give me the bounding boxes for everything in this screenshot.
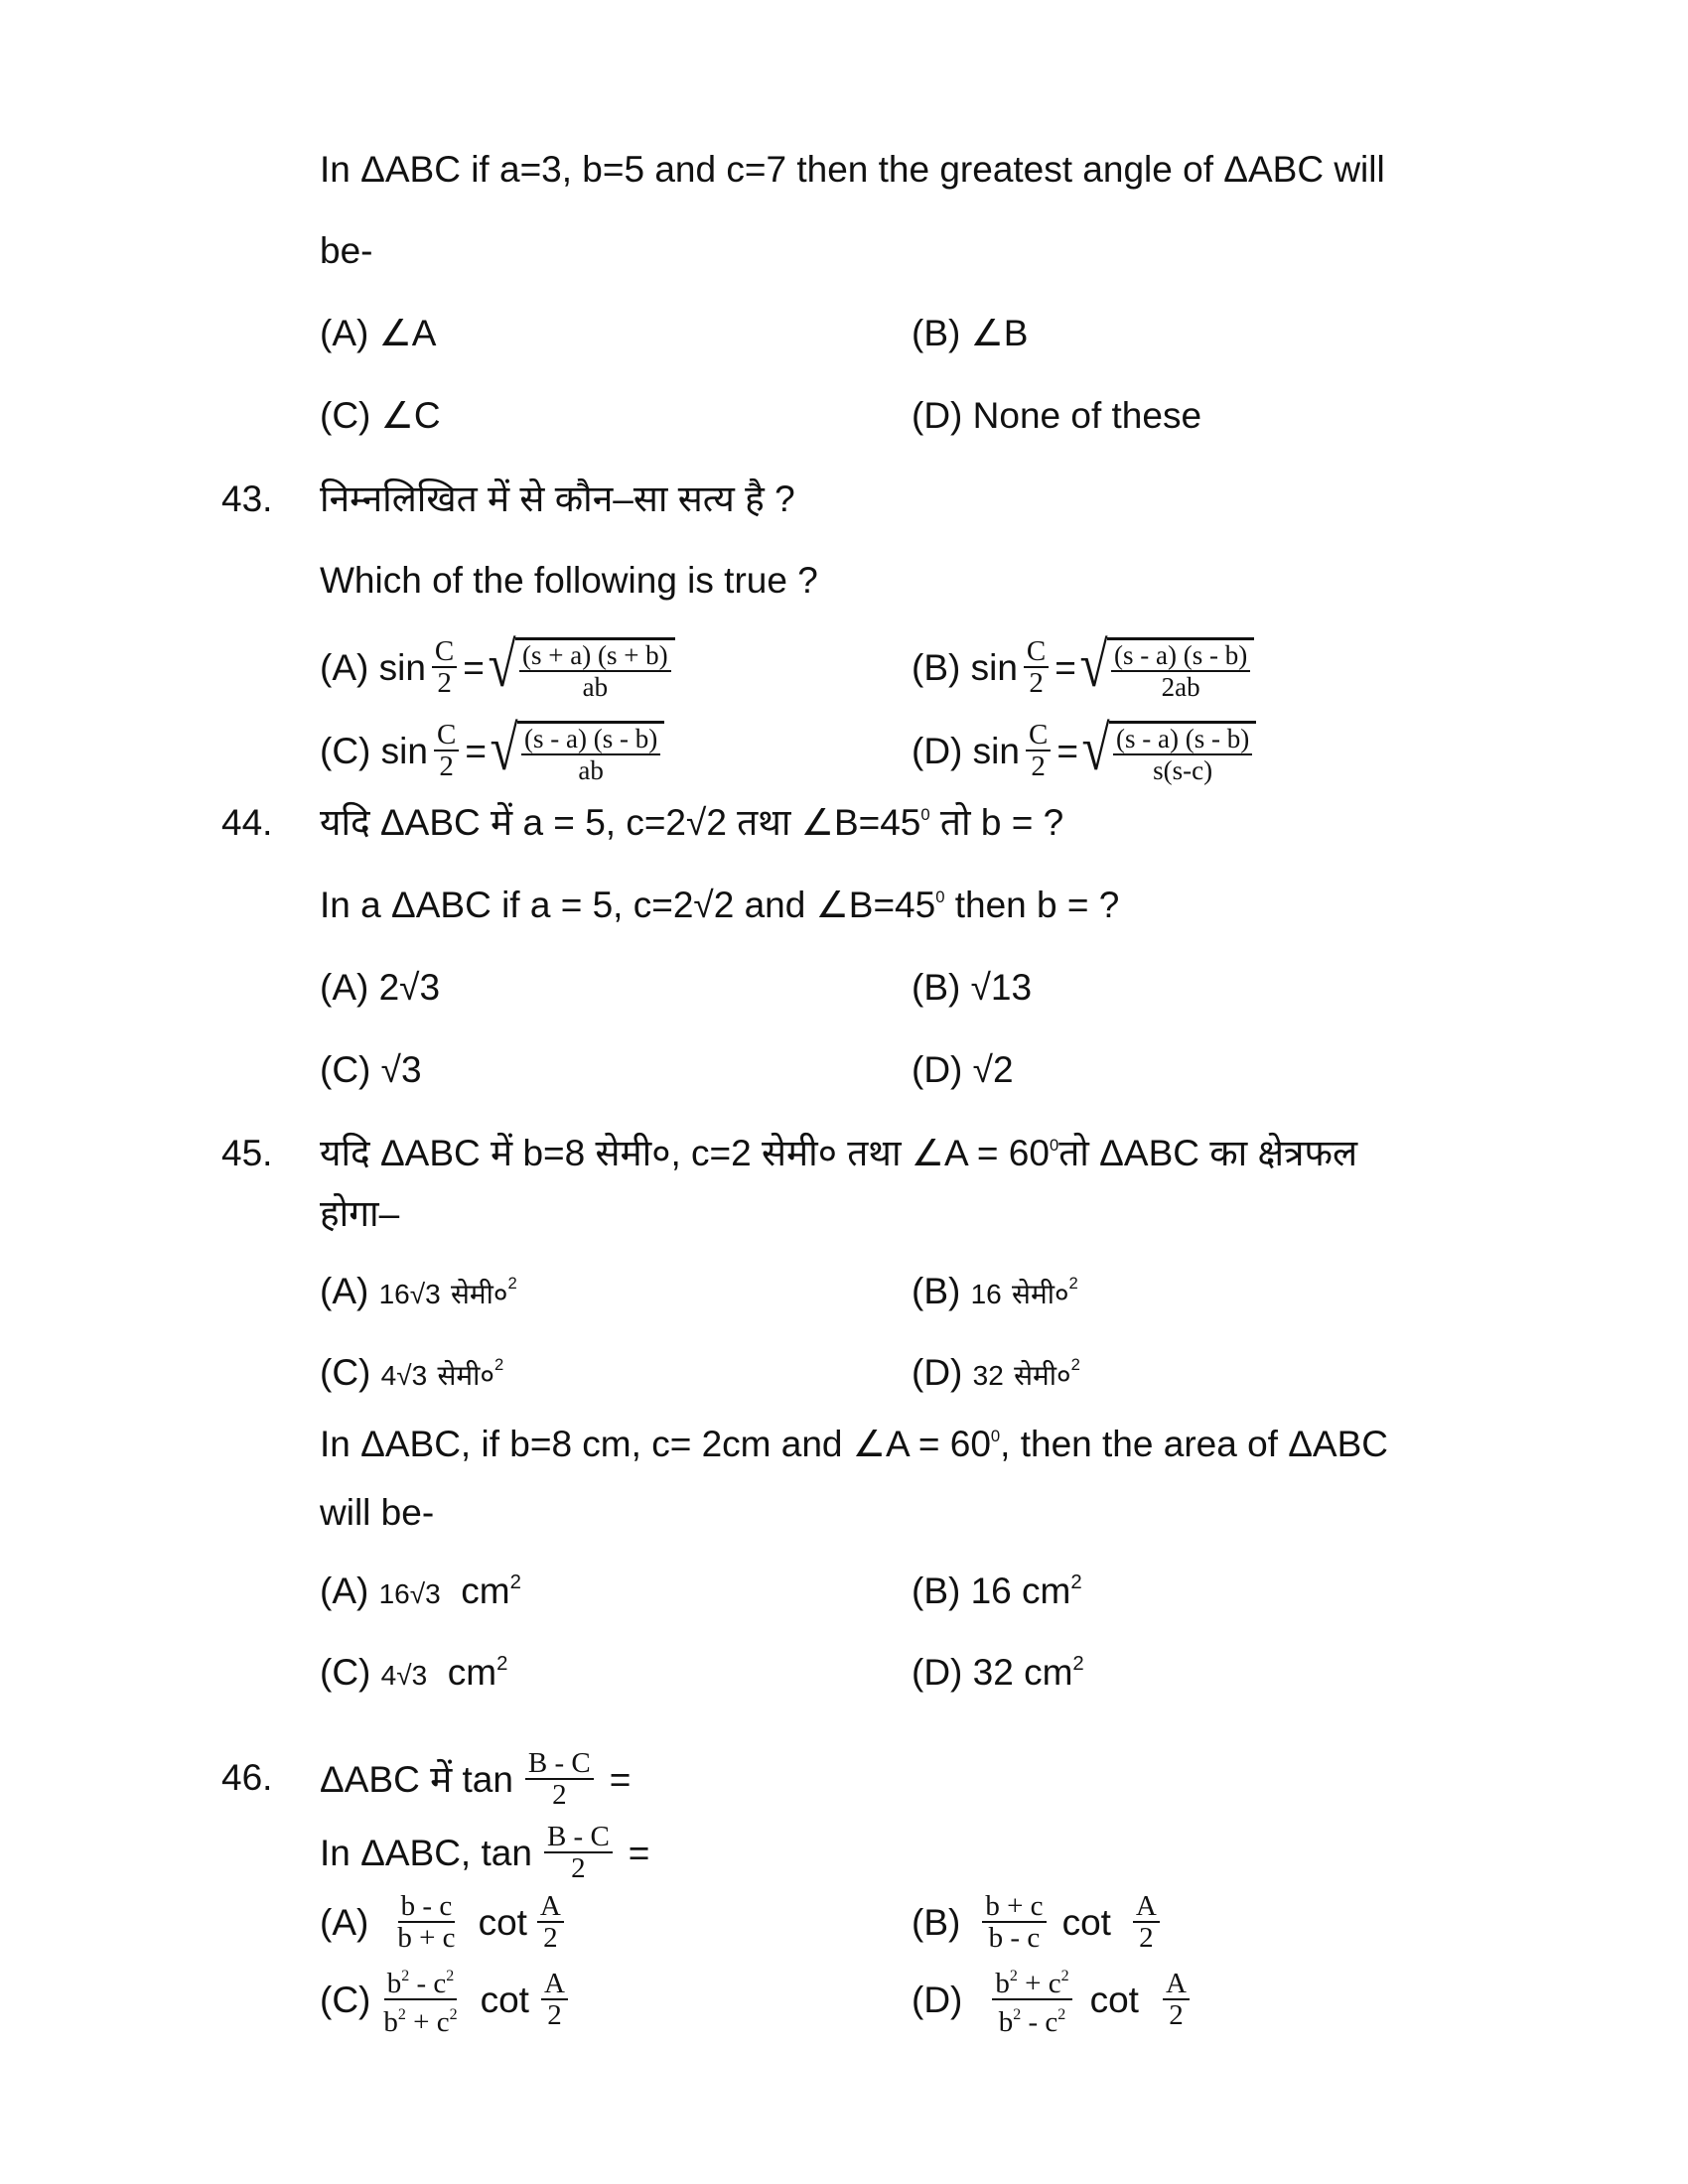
radical-icon: √	[490, 712, 518, 783]
question-46-number: 46.	[221, 1757, 273, 1798]
denominator: 2	[1139, 1922, 1154, 1954]
numerator: A	[537, 1891, 564, 1923]
fraction	[1133, 1891, 1160, 1953]
q43-option-b	[912, 627, 1254, 707]
option-label: (C)	[320, 1352, 371, 1393]
denominator: 2	[547, 1999, 562, 2031]
q44-option-d	[912, 1051, 1014, 1088]
fraction	[982, 1891, 1046, 1953]
numerator: $b^2 - c^2$	[384, 1962, 458, 2000]
equals: =	[1056, 730, 1078, 771]
question-45-text-english-cont: will be-	[320, 1492, 435, 1533]
option-text: √3	[380, 1049, 422, 1090]
text: In a ΔABC if a = 5, c=2√2 and ∠B=45	[320, 885, 936, 925]
square-root	[1076, 628, 1254, 702]
text: यदि ΔABC में a = 5, c=2√2 तथा ∠B=45	[320, 802, 921, 843]
option-label: (C)	[320, 1652, 371, 1693]
degree-sup: 0	[990, 1427, 1001, 1446]
denominator: 2ab	[1161, 671, 1200, 702]
question-45-text-english	[320, 1426, 1388, 1462]
q45-hi-option-c	[320, 1354, 503, 1394]
option-label: (D)	[912, 1049, 963, 1090]
denominator: $b^2 - c^2$	[998, 2006, 1066, 2038]
q43-option-a	[320, 627, 675, 707]
q42-option-a	[320, 315, 436, 351]
numerator: A	[1133, 1891, 1160, 1923]
fraction	[521, 724, 660, 785]
fraction	[394, 1891, 458, 1953]
fn: cot	[1061, 1901, 1111, 1943]
equals: =	[465, 730, 487, 771]
fraction	[1026, 720, 1051, 781]
denominator: 2	[543, 1922, 558, 1954]
option-unit: सेमी०	[1012, 1279, 1069, 1309]
option-label: (A)	[320, 967, 369, 1008]
equals: =	[609, 1758, 632, 1800]
option-label: (D)	[912, 1979, 963, 2020]
option-label: (A)	[320, 313, 369, 353]
exponent: 2	[507, 1274, 517, 1294]
degree-sup: 0	[1049, 1136, 1059, 1156]
square-root	[487, 712, 664, 785]
fn: sin	[380, 730, 428, 771]
option-label: (C)	[320, 395, 371, 436]
text: ΔABC में tan	[320, 1758, 513, 1800]
question-44-number: 44.	[221, 802, 273, 843]
q46-option-d	[912, 1960, 1196, 2039]
option-value: 16	[970, 1279, 1002, 1309]
fn: cot	[1089, 1979, 1139, 2020]
degree-sup: 0	[920, 805, 930, 825]
q42-option-b	[912, 315, 1028, 351]
option-text: ∠B	[970, 313, 1029, 353]
question-42-text-cont: be-	[320, 230, 373, 271]
radical-icon: √	[488, 628, 516, 700]
q43-option-d	[912, 711, 1256, 790]
fraction	[544, 1822, 613, 1883]
fraction	[1024, 636, 1049, 698]
degree-sup: 0	[935, 887, 945, 907]
fraction	[541, 1969, 568, 2030]
numerator: A	[1163, 1969, 1190, 2000]
question-46-text-english	[320, 1813, 649, 1892]
fraction	[992, 1962, 1071, 2037]
numerator: b + c	[982, 1891, 1046, 1923]
denominator: ab	[582, 671, 609, 702]
q46-option-b	[912, 1882, 1166, 1962]
text: In ΔABC, if b=8 cm, c= 2cm and ∠A = 60	[320, 1424, 991, 1464]
option-label: (B)	[912, 646, 961, 688]
exponent: 2	[493, 1355, 504, 1375]
numerator: C	[432, 636, 457, 668]
q45-en-option-c	[320, 1654, 507, 1694]
equals: =	[628, 1832, 650, 1873]
numerator: C	[1026, 720, 1051, 751]
numerator: B - C	[544, 1822, 613, 1853]
option-label: (D)	[912, 1352, 963, 1393]
question-45-text-hindi	[320, 1135, 1357, 1171]
numerator: (s - a) (s - b)	[1111, 640, 1250, 672]
option-label: (C)	[320, 1049, 371, 1090]
q46-option-a	[320, 1882, 570, 1962]
denominator: 2	[1031, 751, 1046, 782]
option-text: None of these	[972, 395, 1202, 436]
option-label: (B)	[912, 313, 961, 353]
numerator: (s - a) (s - b)	[1113, 724, 1252, 755]
exponent: 2	[496, 1652, 508, 1675]
fraction	[434, 720, 459, 781]
fraction	[537, 1891, 564, 1953]
option-value: 32	[972, 1360, 1004, 1391]
option-label: (A)	[320, 1570, 369, 1611]
denominator: 2	[439, 751, 454, 782]
denominator: 2	[437, 667, 452, 699]
option-label: (B)	[912, 1570, 961, 1611]
option-label: (B)	[912, 1901, 961, 1943]
text: then b = ?	[944, 885, 1120, 925]
fraction	[525, 1748, 594, 1810]
fraction	[1111, 640, 1250, 702]
option-label: (C)	[320, 1979, 371, 2020]
question-46-text-hindi	[320, 1739, 631, 1819]
denominator: ab	[578, 754, 604, 785]
exponent: 2	[1070, 1355, 1080, 1375]
fn: sin	[378, 646, 426, 688]
equals: =	[1055, 646, 1076, 688]
option-value: 16√3	[378, 1578, 441, 1609]
text: तो ΔABC का क्षेत्रफल	[1058, 1133, 1358, 1173]
option-label: (B)	[912, 967, 961, 1008]
option-label: (C)	[320, 730, 371, 771]
question-44-text-english	[320, 887, 1119, 923]
square-root	[1078, 712, 1256, 785]
q45-hi-option-a	[320, 1273, 517, 1312]
question-45-number: 45.	[221, 1133, 273, 1173]
radical-icon: √	[1081, 712, 1110, 783]
q46-option-c	[320, 1960, 574, 2039]
fn: cot	[478, 1901, 527, 1943]
denominator: s(s-c)	[1153, 754, 1213, 785]
option-label: (A)	[320, 646, 369, 688]
text: In ΔABC, tan	[320, 1832, 532, 1873]
q45-hi-option-b	[912, 1273, 1078, 1312]
exponent: 2	[509, 1570, 521, 1593]
option-unit: cm	[1022, 1570, 1071, 1611]
text: यदि ΔABC में b=8 सेमी०, c=2 सेमी० तथा ∠A = 60	[320, 1133, 1050, 1173]
option-unit: cm	[461, 1570, 510, 1611]
fn: sin	[972, 730, 1020, 771]
numerator: C	[434, 720, 459, 751]
q45-en-option-b	[912, 1572, 1082, 1609]
question-42-text: In ΔABC if a=3, b=5 and c=7 then the greatest angle of ΔABC will	[320, 149, 1385, 190]
q42-option-c	[320, 397, 441, 434]
question-45-text-hindi-cont: होगा–	[320, 1193, 400, 1234]
text: तो b = ?	[929, 802, 1064, 843]
fraction	[432, 636, 457, 698]
exponent: 2	[1070, 1570, 1082, 1593]
option-label: (A)	[320, 1901, 369, 1943]
exponent: 2	[1068, 1274, 1078, 1294]
q42-option-d	[912, 397, 1201, 434]
option-label: (B)	[912, 1271, 961, 1311]
question-44-text-hindi	[320, 804, 1063, 841]
denominator: b + c	[397, 1922, 456, 1954]
option-text: ∠C	[380, 395, 441, 436]
square-root	[485, 628, 675, 702]
numerator: (s - a) (s - b)	[521, 724, 660, 755]
option-value: 16	[970, 1570, 1012, 1611]
radical-icon: √	[1079, 628, 1108, 700]
question-43-text-english: Which of the following is true ?	[320, 560, 818, 601]
numerator: b - c	[398, 1891, 456, 1923]
option-value: 4√3	[380, 1660, 428, 1691]
text: , then the area of ΔABC	[1000, 1424, 1389, 1464]
option-value: 32	[972, 1652, 1014, 1693]
denominator: $b^2 + c^2$	[383, 2006, 458, 2038]
fraction	[1163, 1969, 1190, 2030]
q45-en-option-a	[320, 1572, 521, 1612]
option-value: 4√3	[380, 1360, 428, 1391]
q45-en-option-d	[912, 1654, 1084, 1691]
option-unit: cm	[447, 1652, 497, 1693]
fraction	[380, 1962, 460, 2037]
q44-option-c	[320, 1051, 422, 1088]
fraction	[1113, 724, 1252, 785]
option-label: (D)	[912, 1652, 963, 1693]
exponent: 2	[1072, 1652, 1084, 1675]
option-value: 16√3	[378, 1279, 441, 1309]
numerator: $b^2 + c^2$	[992, 1962, 1071, 2000]
option-unit: सेमी०	[437, 1360, 494, 1391]
option-label: (D)	[912, 395, 963, 436]
denominator: 2	[552, 1779, 567, 1811]
option-unit: सेमी०	[450, 1279, 508, 1309]
numerator: (s + a) (s + b)	[519, 640, 671, 672]
fraction	[519, 640, 671, 702]
numerator: A	[541, 1969, 568, 2000]
denominator: 2	[1169, 1999, 1184, 2031]
option-text: 2√3	[378, 967, 441, 1008]
numerator: C	[1024, 636, 1049, 668]
fn: sin	[970, 646, 1018, 688]
fn: cot	[480, 1979, 529, 2020]
option-label: (D)	[912, 730, 963, 771]
option-unit: सेमी०	[1014, 1360, 1071, 1391]
q44-option-a	[320, 969, 440, 1006]
denominator: b - c	[988, 1922, 1041, 1954]
equals: =	[463, 646, 485, 688]
q44-option-b	[912, 969, 1032, 1006]
question-43-number: 43.	[221, 478, 273, 519]
denominator: 2	[1029, 667, 1044, 699]
option-text: √2	[972, 1049, 1014, 1090]
option-text: √13	[970, 967, 1033, 1008]
denominator: 2	[571, 1852, 586, 1884]
option-text: ∠A	[378, 313, 437, 353]
q45-hi-option-d	[912, 1354, 1080, 1394]
option-unit: cm	[1024, 1652, 1073, 1693]
q43-option-c	[320, 711, 664, 790]
question-43-text-hindi: निम्नलिखित में से कौन–सा सत्य है ?	[320, 478, 795, 519]
option-label: (A)	[320, 1271, 369, 1311]
numerator: B - C	[525, 1748, 594, 1780]
